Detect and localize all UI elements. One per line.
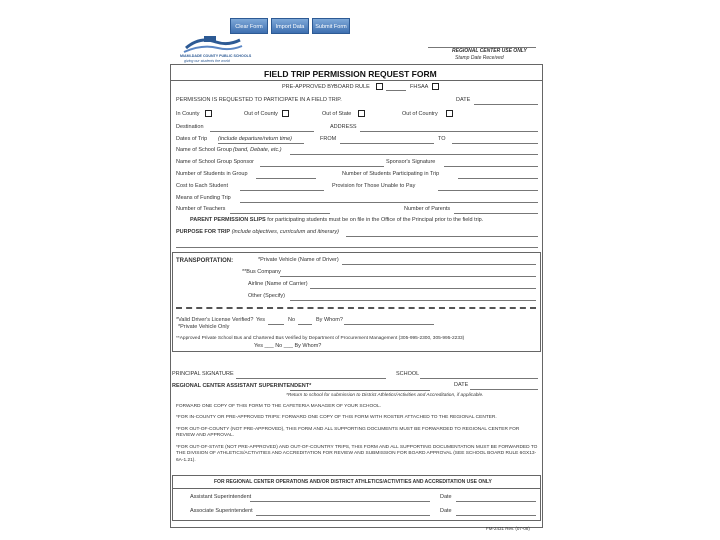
license-yes-label: Yes: [256, 317, 265, 323]
regional-date-field[interactable]: [470, 389, 538, 390]
fhsaa-checkbox[interactable]: [432, 83, 439, 90]
purpose-label-row: [176, 230, 339, 236]
school-group-label: Name of School Group: [176, 147, 232, 153]
return-note: *Return to school for submission to District Athletics/Activities and Accreditation, if applicable.: [286, 393, 484, 398]
principal-signature-field[interactable]: [236, 378, 386, 379]
assistant-date-field[interactable]: [456, 501, 536, 502]
out-of-country-label: Out of Country: [402, 111, 438, 117]
sponsor-name-field[interactable]: [260, 166, 384, 167]
destination-label: Destination: [176, 124, 204, 130]
instruction-item: FORWARD ONE COPY OF THIS FORM TO THE CAFETERIA MANAGER OF YOUR SCHOOL.: [176, 404, 381, 409]
board-rule-checkbox[interactable]: [376, 83, 383, 90]
parents-field[interactable]: [454, 213, 538, 214]
pre-approved-label: PRE-APPROVED BY:: [282, 84, 336, 90]
center-use-subtitle: Stamp Date Received: [455, 55, 504, 61]
fhsaa-label: FHSAA: [410, 84, 429, 90]
associate-date-field[interactable]: [456, 515, 536, 516]
cost-field[interactable]: [240, 190, 324, 191]
private-vehicle-field[interactable]: [342, 264, 536, 265]
funding-label: Means of Funding Trip: [176, 195, 231, 201]
form-number: FM-2431 Rev. (07-08): [486, 526, 530, 531]
logo-tagline: giving our students the world: [184, 59, 230, 63]
sponsor-signature-field[interactable]: [444, 166, 538, 167]
other-label: Other (Specify): [248, 293, 285, 299]
cost-label: Cost to Each Student: [176, 183, 228, 189]
from-label: FROM: [320, 136, 337, 142]
logo-org-name: MIAMI-DADE COUNTY PUBLIC SCHOOLS: [180, 54, 252, 58]
out-of-county-checkbox[interactable]: [282, 110, 289, 117]
instruction-item: *FOR OUT-OF-STATE (NOT PRE-APPROVED) AND OUT-OF-COUNTRY TRIPS, THIS FORM AND ALL SUPPORTING DOCUMENTATION MUST BE FORWARDED TO THE DIVISION OF ATHLETICS/ACTIVITIES AND ACCREDITATION FOR REVIEW AND SUBMISSION FOR BOARD APPROVAL (SEE SCHOOL BOARD RULE 6GX13-6A-1.21).: [176, 444, 538, 463]
submit-form-button[interactable]: Submit Form: [312, 18, 350, 34]
students-participating-field[interactable]: [458, 178, 538, 179]
private-only-note: *Private Vehicle Only: [178, 324, 230, 330]
regional-supt-label: REGIONAL CENTER ASSISTANT SUPERINTENDENT*: [172, 383, 312, 389]
assistant-date-label: Date: [440, 494, 452, 500]
out-of-state-checkbox[interactable]: [358, 110, 365, 117]
out-of-county-label: Out of County: [244, 111, 278, 117]
date-field[interactable]: [474, 104, 538, 105]
regional-supt-field[interactable]: [290, 390, 430, 391]
bus-company-label: **Bus Company: [242, 269, 281, 275]
clear-form-button[interactable]: Clear Form: [230, 18, 268, 34]
dates-field[interactable]: [218, 143, 304, 144]
instruction-item: *FOR OUT-OF-COUNTY (NOT PRE-APPROVED), THIS FORM AND ALL SUPPORTING DOCUMENTS MUST BE FORWARDED TO REGIONAL CENTER FOR REVIEW AND APPROVAL.: [176, 426, 520, 439]
school-label: SCHOOL: [396, 371, 420, 377]
approved-bus-text: **Approved Private School Bus and Chartered Bus Verified by Department of Procurement Management (305-995-2300, 305-995-2233): [176, 336, 465, 341]
license-by-whom-field[interactable]: [344, 324, 434, 325]
dates-hint: (include departure/return time): [218, 136, 292, 142]
school-field[interactable]: [420, 378, 538, 379]
permission-text: PERMISSION IS REQUESTED TO PARTICIPATE IN A FIELD TRIP.: [176, 97, 342, 103]
board-rule-label: BOARD RULE: [334, 84, 370, 90]
principal-signature-label: PRINCIPAL SIGNATURE: [172, 371, 234, 377]
school-logo: [180, 34, 252, 64]
bus-company-field[interactable]: [280, 276, 536, 277]
parents-label: Number of Parents: [404, 206, 451, 212]
in-county-checkbox[interactable]: [205, 110, 212, 117]
sponsor-name-label: Name of School Group Sponsor: [176, 159, 254, 165]
date-label: DATE: [456, 97, 471, 103]
instructions: [176, 404, 538, 464]
teachers-field[interactable]: [230, 213, 330, 214]
from-field[interactable]: [340, 143, 434, 144]
assistant-supt-field[interactable]: [250, 501, 430, 502]
import-data-button[interactable]: Import Data: [271, 18, 309, 34]
destination-field[interactable]: [210, 131, 314, 132]
private-vehicle-label: *Private Vehicle (Name of Driver): [258, 257, 339, 263]
logo-emblem-icon: [180, 34, 246, 56]
approved-yes-no: Yes ___ No ___ By Whom?: [254, 343, 322, 349]
in-county-label: In County: [176, 111, 200, 117]
to-label: TO: [438, 136, 446, 142]
license-question: *Valid Driver's License Verified?: [176, 317, 254, 323]
airline-label: Airline (Name of Carrier): [248, 281, 308, 287]
purpose-hint: (include objectives, curriculum and itinerary): [231, 229, 339, 235]
instruction-item: *FOR IN-COUNTY OR PRE-APPROVED TRIPS: FORWARD ONE COPY OF THIS FORM WITH ROSTER ATTACHED TO THE REGIONAL CENTER.: [176, 415, 497, 421]
students-participating-label: Number of Students Participating in Trip: [342, 171, 440, 177]
out-of-country-checkbox[interactable]: [446, 110, 453, 117]
other-field[interactable]: [290, 300, 536, 301]
assistant-supt-label: Assistant Superintendent: [190, 494, 252, 500]
parent-slips-note: [190, 218, 483, 224]
to-field[interactable]: [452, 143, 538, 144]
dates-of-trip-label: Dates of Trip: [176, 136, 208, 142]
students-in-group-field[interactable]: [256, 178, 316, 179]
parent-slips-text: for participating students must be on file in the Office of the Principal prior to the field trip.: [267, 217, 484, 223]
airline-field[interactable]: [310, 288, 536, 289]
form-title: FIELD TRIP PERMISSION REQUEST FORM: [264, 69, 437, 79]
sponsor-signature-label: Sponsor's Signature: [386, 159, 436, 165]
district-section-title: FOR REGIONAL CENTER OPERATIONS AND/OR DISTRICT ATHLETICS/ACTIVITIES AND ACCREDITATION USE ONLY: [214, 479, 492, 485]
provision-label: Provision for Those Unable to Pay: [332, 183, 416, 189]
associate-date-label: Date: [440, 508, 452, 514]
out-of-state-label: Out of State: [322, 111, 352, 117]
address-field[interactable]: [360, 131, 538, 132]
school-group-field[interactable]: [290, 154, 538, 155]
provision-field[interactable]: [438, 190, 538, 191]
license-no-label: No: [288, 317, 296, 323]
students-in-group-label: Number of Students in Group: [176, 171, 248, 177]
purpose-field-1[interactable]: [346, 236, 538, 237]
purpose-label: PURPOSE FOR TRIP: [176, 229, 231, 235]
school-group-hint: (band, Debate, etc.): [233, 147, 282, 153]
license-by-whom-label: By Whom?: [316, 317, 343, 323]
license-no-field[interactable]: [298, 324, 312, 325]
transportation-title: TRANSPORTATION:: [176, 258, 234, 264]
associate-supt-label: Associate Superintendent: [190, 508, 253, 514]
funding-field[interactable]: [240, 202, 538, 203]
address-label: ADDRESS: [330, 124, 357, 130]
purpose-field-2[interactable]: [176, 247, 538, 248]
teachers-label: Number of Teachers: [176, 206, 226, 212]
parent-slips-bold: PARENT PERMISSION SLIPS: [190, 217, 266, 223]
center-use-title: REGIONAL CENTER USE ONLY: [452, 48, 527, 54]
associate-supt-field[interactable]: [256, 515, 430, 516]
license-yes-field[interactable]: [268, 324, 284, 325]
regional-date-label: DATE: [454, 382, 469, 388]
